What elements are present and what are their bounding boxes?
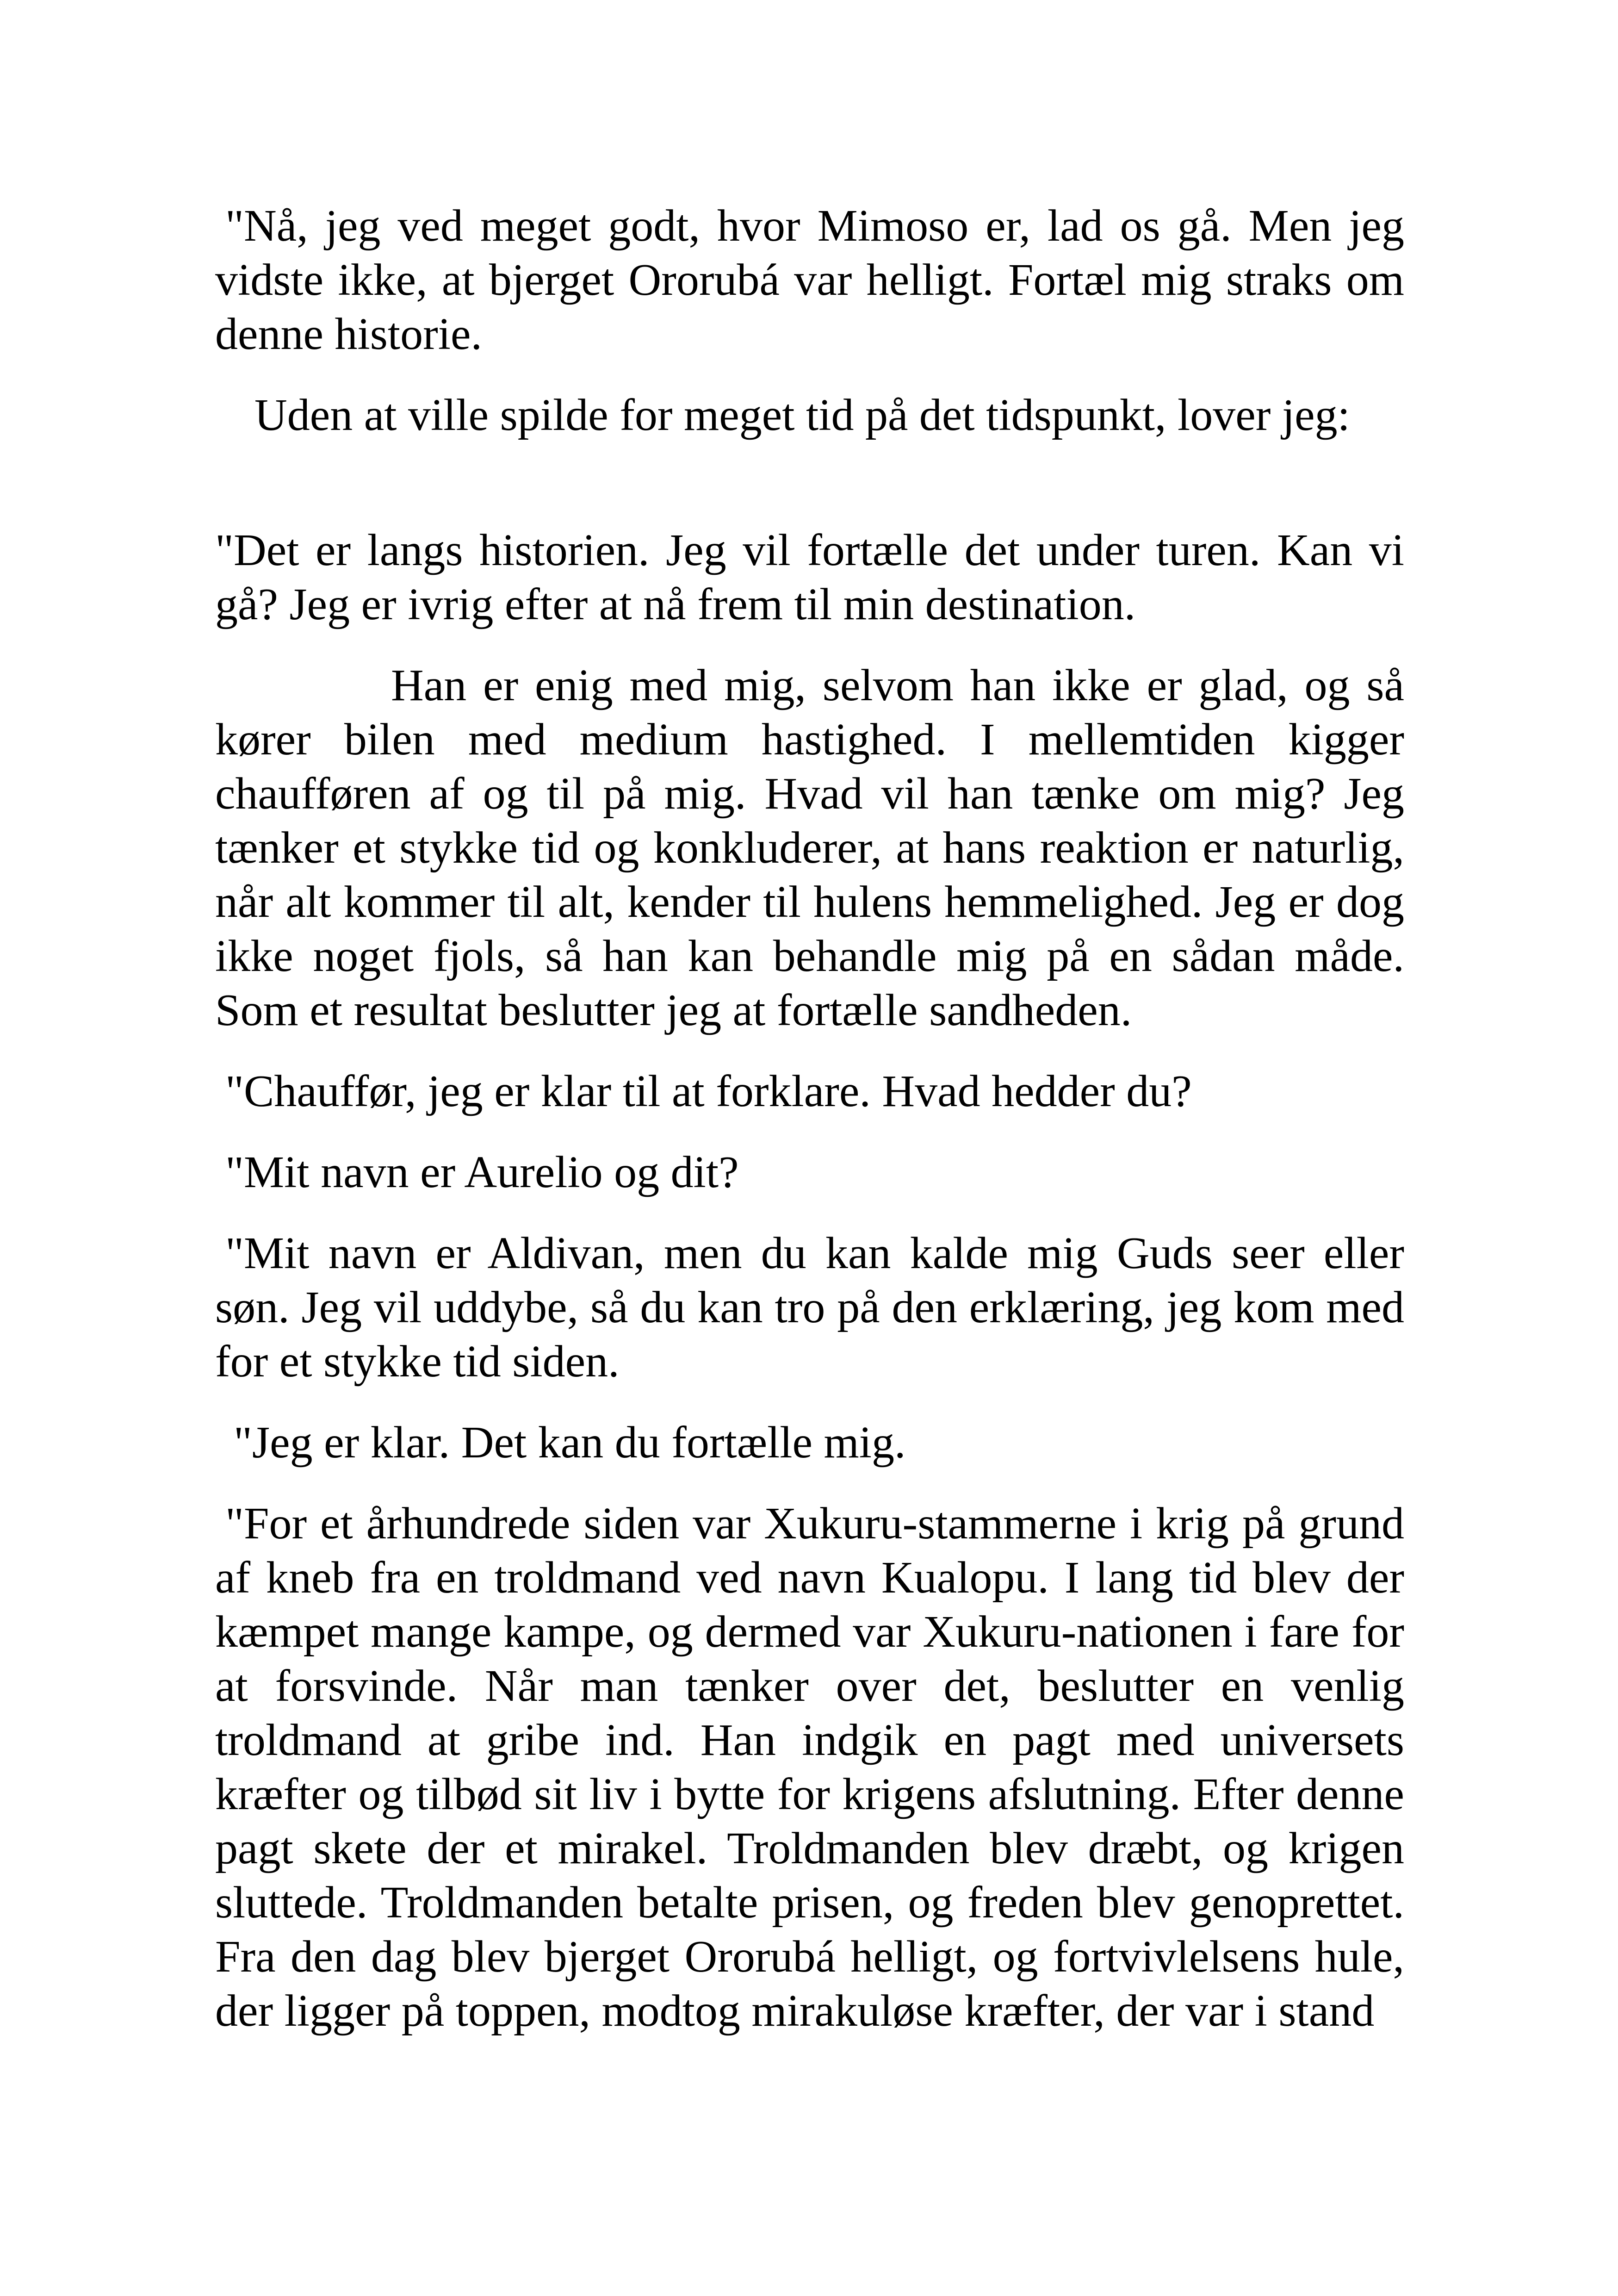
paragraph-promise: Uden at ville spilde for meget tid på det tidspunkt, lover jeg:: [254, 390, 1350, 440]
document-text-body: [215, 199, 1404, 2065]
paragraph-driver-agrees: Han er enig med mig, selvom han ikke er glad, og så kører bilen med medium hastighed. I mellemtiden kigger chaufføren af og til på mig. Hvad vil han tænke om mig? Jeg tænker et stykke tid og konkluderer, at hans reaktion er naturlig, når alt kommer til alt, kender til hulens hemmelighed. Jeg er dog ikke noget fjols, så han kan behandle mig på en sådan måde. Som et resultat beslutter jeg at fortælle sandheden.: [215, 660, 1404, 1035]
paragraph-aldivan: "Mit navn er Aldivan, men du kan kalde mig Guds seer eller søn. Jeg vil uddybe, så du kan tro på den erklæring, jeg kom med for et stykke tid siden.: [215, 1228, 1404, 1387]
paragraph-long-story: "Det er langs historien. Jeg vil fortælle det under turen. Kan vi gå? Jeg er ivrig efter at nå frem til min destination.: [215, 525, 1404, 629]
paragraph-mimoso-question: "Nå, jeg ved meget godt, hvor Mimoso er, lad os gå. Men jeg vidste ikke, at bjerget Ororubá var helligt. Fortæl mig straks om denne historie.: [215, 201, 1404, 359]
paragraph-legend: "For et århundrede siden var Xukuru-stammerne i krig på grund af kneb fra en troldmand ved navn Kualopu. I lang tid blev der kæmpet mange kampe, og dermed var Xukuru-nationen i fare for at forsvinde. Når man tænker over det, beslutter en venlig troldmand at gribe ind. Han indgik en pagt med universets kræfter og tilbød sit liv i bytte for krigens afslutning. Efter denne pagt skete der et mirakel. Troldmanden blev dræbt, og krigen sluttede. Troldmanden betalte prisen, og freden blev genoprettet. Fra den dag blev bjerget Ororubá helligt, og fortvivlelsens hule, der ligger på toppen, modtog mirakuløse kræfter, der var i stand: [215, 1499, 1404, 2036]
paragraph-ask-name: "Chauffør, jeg er klar til at forklare. Hvad hedder du?: [225, 1066, 1192, 1116]
paragraph-ready: "Jeg er klar. Det kan du fortælle mig.: [234, 1418, 906, 1468]
paragraph-aurelio: "Mit navn er Aurelio og dit?: [225, 1147, 739, 1197]
